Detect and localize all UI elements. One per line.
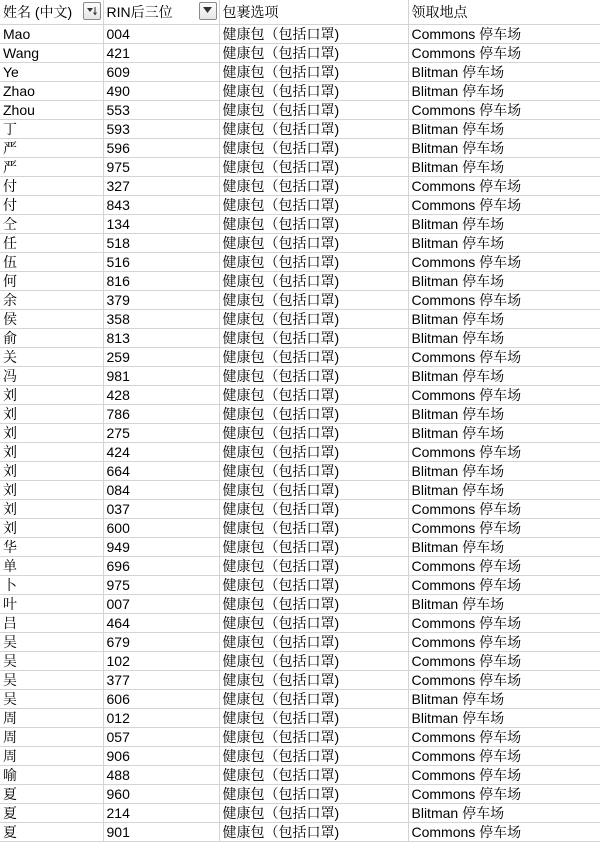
cell-location[interactable]: Commons 停车场 xyxy=(408,576,600,595)
column-header-rin[interactable] xyxy=(103,0,219,25)
cell-location[interactable]: Commons 停车场 xyxy=(408,348,600,367)
cell-name[interactable]: 刘 xyxy=(0,443,103,462)
cell-location[interactable]: Blitman 停车场 xyxy=(408,709,600,728)
table-row xyxy=(0,709,600,728)
table-row xyxy=(0,82,600,101)
cell-rin[interactable]: 593 xyxy=(103,120,219,139)
sort-filter-icon[interactable] xyxy=(83,2,101,20)
cell-location[interactable]: Blitman 停车场 xyxy=(408,120,600,139)
cell-name[interactable]: 付 xyxy=(0,196,103,215)
table-row xyxy=(0,196,600,215)
cell-name[interactable]: 仝 xyxy=(0,215,103,234)
column-header-rin-label: RIN后三位 xyxy=(106,4,173,20)
cell-location[interactable]: Commons 停车场 xyxy=(408,652,600,671)
cell-rin[interactable]: 102 xyxy=(103,652,219,671)
cell-name[interactable]: 余 xyxy=(0,291,103,310)
table-row xyxy=(0,557,600,576)
cell-rin[interactable]: 424 xyxy=(103,443,219,462)
cell-name[interactable]: 冯 xyxy=(0,367,103,386)
cell-name[interactable]: 卜 xyxy=(0,576,103,595)
cell-name[interactable]: Zhao xyxy=(0,82,103,101)
cell-rin[interactable]: 816 xyxy=(103,272,219,291)
cell-package[interactable]: 健康包（包括口罩) xyxy=(219,747,408,766)
cell-name[interactable]: Wang xyxy=(0,44,103,63)
cell-package[interactable]: 健康包（包括口罩) xyxy=(219,215,408,234)
table-row xyxy=(0,348,600,367)
cell-package[interactable]: 健康包（包括口罩) xyxy=(219,291,408,310)
table-row xyxy=(0,443,600,462)
table-row xyxy=(0,424,600,443)
cell-package[interactable]: 健康包（包括口罩) xyxy=(219,101,408,120)
cell-rin[interactable]: 906 xyxy=(103,747,219,766)
cell-location[interactable]: Blitman 停车场 xyxy=(408,424,600,443)
cell-package[interactable]: 健康包（包括口罩) xyxy=(219,158,408,177)
cell-package[interactable]: 健康包（包括口罩) xyxy=(219,823,408,842)
cell-rin[interactable]: 490 xyxy=(103,82,219,101)
table-body xyxy=(0,25,600,842)
cell-rin[interactable]: 981 xyxy=(103,367,219,386)
cell-rin[interactable]: 084 xyxy=(103,481,219,500)
table-row xyxy=(0,690,600,709)
cell-location[interactable]: Commons 停车场 xyxy=(408,747,600,766)
filter-dropdown-icon[interactable] xyxy=(199,2,217,20)
cell-name[interactable]: 关 xyxy=(0,348,103,367)
cell-package[interactable]: 健康包（包括口罩) xyxy=(219,633,408,652)
cell-package[interactable]: 健康包（包括口罩) xyxy=(219,728,408,747)
table-row xyxy=(0,291,600,310)
cell-package[interactable]: 健康包（包括口罩) xyxy=(219,500,408,519)
cell-name[interactable]: 丁 xyxy=(0,120,103,139)
cell-package[interactable]: 健康包（包括口罩) xyxy=(219,82,408,101)
cell-rin[interactable]: 488 xyxy=(103,766,219,785)
cell-rin[interactable]: 518 xyxy=(103,234,219,253)
cell-package[interactable]: 健康包（包括口罩) xyxy=(219,690,408,709)
cell-name[interactable]: 伍 xyxy=(0,253,103,272)
cell-location[interactable]: Blitman 停车场 xyxy=(408,367,600,386)
cell-location[interactable]: Blitman 停车场 xyxy=(408,405,600,424)
cell-name[interactable]: 侯 xyxy=(0,310,103,329)
cell-rin[interactable]: 975 xyxy=(103,576,219,595)
table-row xyxy=(0,614,600,633)
table-row xyxy=(0,633,600,652)
cell-location[interactable]: Commons 停车场 xyxy=(408,500,600,519)
cell-location[interactable]: Blitman 停车场 xyxy=(408,215,600,234)
cell-rin[interactable]: 664 xyxy=(103,462,219,481)
cell-name[interactable]: Zhou xyxy=(0,101,103,120)
cell-rin[interactable]: 975 xyxy=(103,158,219,177)
cell-name[interactable]: 刘 xyxy=(0,481,103,500)
cell-rin[interactable]: 007 xyxy=(103,595,219,614)
column-header-package-label: 包裹选项 xyxy=(222,4,279,20)
cell-location[interactable]: Commons 停车场 xyxy=(408,386,600,405)
cell-name[interactable]: 叶 xyxy=(0,595,103,614)
cell-package[interactable]: 健康包（包括口罩) xyxy=(219,196,408,215)
cell-location[interactable]: Blitman 停车场 xyxy=(408,158,600,177)
cell-name[interactable]: 吴 xyxy=(0,652,103,671)
cell-package[interactable]: 健康包（包括口罩) xyxy=(219,139,408,158)
cell-name[interactable]: 吴 xyxy=(0,633,103,652)
cell-package[interactable]: 健康包（包括口罩) xyxy=(219,709,408,728)
column-header-package[interactable] xyxy=(219,0,408,25)
cell-location[interactable]: Blitman 停车场 xyxy=(408,82,600,101)
cell-rin[interactable]: 786 xyxy=(103,405,219,424)
cell-name[interactable]: 严 xyxy=(0,158,103,177)
cell-package[interactable]: 健康包（包括口罩) xyxy=(219,386,408,405)
table-row xyxy=(0,785,600,804)
cell-package[interactable]: 健康包（包括口罩) xyxy=(219,443,408,462)
table-row xyxy=(0,500,600,519)
cell-location[interactable]: Commons 停车场 xyxy=(408,766,600,785)
table-row xyxy=(0,652,600,671)
table-row xyxy=(0,367,600,386)
cell-name[interactable]: 刘 xyxy=(0,405,103,424)
cell-package[interactable]: 健康包（包括口罩) xyxy=(219,405,408,424)
cell-rin[interactable]: 428 xyxy=(103,386,219,405)
cell-location[interactable]: Blitman 停车场 xyxy=(408,481,600,500)
cell-package[interactable]: 健康包（包括口罩) xyxy=(219,462,408,481)
cell-name[interactable]: 刘 xyxy=(0,424,103,443)
cell-location[interactable]: Commons 停车场 xyxy=(408,253,600,272)
cell-location[interactable]: Blitman 停车场 xyxy=(408,462,600,481)
cell-location[interactable]: Blitman 停车场 xyxy=(408,595,600,614)
table-row xyxy=(0,804,600,823)
cell-location[interactable]: Commons 停车场 xyxy=(408,823,600,842)
cell-location[interactable]: Commons 停车场 xyxy=(408,291,600,310)
cell-name[interactable]: 喻 xyxy=(0,766,103,785)
cell-name[interactable]: 付 xyxy=(0,177,103,196)
cell-package[interactable]: 健康包（包括口罩) xyxy=(219,614,408,633)
table-row xyxy=(0,139,600,158)
cell-name[interactable]: 刘 xyxy=(0,519,103,538)
table-row xyxy=(0,671,600,690)
cell-package[interactable]: 健康包（包括口罩) xyxy=(219,557,408,576)
cell-rin[interactable]: 214 xyxy=(103,804,219,823)
cell-package[interactable]: 健康包（包括口罩) xyxy=(219,538,408,557)
cell-name[interactable]: 严 xyxy=(0,139,103,158)
cell-location[interactable]: Commons 停车场 xyxy=(408,557,600,576)
table-row xyxy=(0,462,600,481)
cell-location[interactable]: Commons 停车场 xyxy=(408,785,600,804)
table-row xyxy=(0,25,600,44)
cell-name[interactable]: 吴 xyxy=(0,690,103,709)
cell-rin[interactable]: 609 xyxy=(103,63,219,82)
table-row xyxy=(0,253,600,272)
table-row xyxy=(0,538,600,557)
cell-package[interactable]: 健康包（包括口罩) xyxy=(219,44,408,63)
cell-name[interactable]: 夏 xyxy=(0,823,103,842)
cell-rin[interactable]: 596 xyxy=(103,139,219,158)
cell-rin[interactable]: 358 xyxy=(103,310,219,329)
table-row xyxy=(0,595,600,614)
cell-rin[interactable]: 960 xyxy=(103,785,219,804)
cell-location[interactable]: Commons 停车场 xyxy=(408,728,600,747)
cell-rin[interactable]: 037 xyxy=(103,500,219,519)
cell-location[interactable]: Blitman 停车场 xyxy=(408,139,600,158)
cell-package[interactable]: 健康包（包括口罩) xyxy=(219,766,408,785)
cell-rin[interactable]: 379 xyxy=(103,291,219,310)
table-row xyxy=(0,101,600,120)
table-row xyxy=(0,576,600,595)
table-row xyxy=(0,44,600,63)
cell-rin[interactable]: 012 xyxy=(103,709,219,728)
cell-location[interactable]: Commons 停车场 xyxy=(408,196,600,215)
table-row xyxy=(0,272,600,291)
column-header-name-label: 姓名 (中文) xyxy=(3,4,73,20)
cell-location[interactable]: Blitman 停车场 xyxy=(408,234,600,253)
cell-location[interactable]: Commons 停车场 xyxy=(408,614,600,633)
cell-rin[interactable]: 553 xyxy=(103,101,219,120)
cell-rin[interactable]: 275 xyxy=(103,424,219,443)
cell-name[interactable]: 周 xyxy=(0,709,103,728)
cell-rin[interactable]: 679 xyxy=(103,633,219,652)
table-row xyxy=(0,481,600,500)
cell-rin[interactable]: 134 xyxy=(103,215,219,234)
cell-rin[interactable]: 464 xyxy=(103,614,219,633)
cell-rin[interactable]: 259 xyxy=(103,348,219,367)
column-header-location-label: 领取地点 xyxy=(411,4,468,20)
cell-name[interactable]: 夏 xyxy=(0,785,103,804)
cell-name[interactable]: 夏 xyxy=(0,804,103,823)
cell-package[interactable]: 健康包（包括口罩) xyxy=(219,652,408,671)
cell-location[interactable]: Blitman 停车场 xyxy=(408,272,600,291)
cell-location[interactable]: Blitman 停车场 xyxy=(408,804,600,823)
cell-location[interactable]: Blitman 停车场 xyxy=(408,310,600,329)
cell-location[interactable]: Commons 停车场 xyxy=(408,633,600,652)
cell-name[interactable]: 周 xyxy=(0,747,103,766)
cell-package[interactable]: 健康包（包括口罩) xyxy=(219,367,408,386)
cell-rin[interactable]: 901 xyxy=(103,823,219,842)
cell-name[interactable]: 俞 xyxy=(0,329,103,348)
cell-name[interactable]: 吴 xyxy=(0,671,103,690)
cell-package[interactable]: 健康包（包括口罩) xyxy=(219,25,408,44)
cell-location[interactable]: Blitman 停车场 xyxy=(408,690,600,709)
cell-package[interactable]: 健康包（包括口罩) xyxy=(219,671,408,690)
cell-package[interactable]: 健康包（包括口罩) xyxy=(219,481,408,500)
cell-name[interactable]: Ye xyxy=(0,63,103,82)
cell-name[interactable]: 刘 xyxy=(0,500,103,519)
cell-package[interactable]: 健康包（包括口罩) xyxy=(219,329,408,348)
cell-rin[interactable]: 696 xyxy=(103,557,219,576)
cell-name[interactable]: 刘 xyxy=(0,386,103,405)
cell-rin[interactable]: 606 xyxy=(103,690,219,709)
cell-package[interactable]: 健康包（包括口罩) xyxy=(219,785,408,804)
cell-package[interactable]: 健康包（包括口罩) xyxy=(219,177,408,196)
cell-location[interactable]: Commons 停车场 xyxy=(408,177,600,196)
cell-name[interactable]: 刘 xyxy=(0,462,103,481)
cell-location[interactable]: Commons 停车场 xyxy=(408,44,600,63)
cell-location[interactable]: Commons 停车场 xyxy=(408,443,600,462)
cell-rin[interactable]: 004 xyxy=(103,25,219,44)
cell-package[interactable]: 健康包（包括口罩) xyxy=(219,234,408,253)
cell-package[interactable]: 健康包（包括口罩) xyxy=(219,253,408,272)
table-row xyxy=(0,310,600,329)
cell-package[interactable]: 健康包（包括口罩) xyxy=(219,424,408,443)
cell-package[interactable]: 健康包（包括口罩) xyxy=(219,120,408,139)
column-header-name[interactable] xyxy=(0,0,103,25)
table-row xyxy=(0,215,600,234)
cell-package[interactable]: 健康包（包括口罩) xyxy=(219,310,408,329)
table-row xyxy=(0,728,600,747)
cell-package[interactable]: 健康包（包括口罩) xyxy=(219,576,408,595)
cell-rin[interactable]: 327 xyxy=(103,177,219,196)
table-row xyxy=(0,120,600,139)
cell-name[interactable]: 单 xyxy=(0,557,103,576)
cell-rin[interactable]: 516 xyxy=(103,253,219,272)
cell-rin[interactable]: 377 xyxy=(103,671,219,690)
cell-rin[interactable]: 600 xyxy=(103,519,219,538)
cell-name[interactable]: 任 xyxy=(0,234,103,253)
table-row xyxy=(0,63,600,82)
cell-name[interactable]: Mao xyxy=(0,25,103,44)
cell-rin[interactable]: 813 xyxy=(103,329,219,348)
cell-name[interactable]: 何 xyxy=(0,272,103,291)
cell-name[interactable]: 吕 xyxy=(0,614,103,633)
table-row xyxy=(0,329,600,348)
cell-location[interactable]: Commons 停车场 xyxy=(408,101,600,120)
cell-location[interactable]: Commons 停车场 xyxy=(408,25,600,44)
header-row xyxy=(0,0,600,25)
cell-package[interactable]: 健康包（包括口罩) xyxy=(219,595,408,614)
table-row xyxy=(0,405,600,424)
cell-rin[interactable]: 057 xyxy=(103,728,219,747)
column-header-location[interactable] xyxy=(408,0,600,25)
cell-name[interactable]: 周 xyxy=(0,728,103,747)
cell-name[interactable]: 华 xyxy=(0,538,103,557)
cell-package[interactable]: 健康包（包括口罩) xyxy=(219,63,408,82)
cell-package[interactable]: 健康包（包括口罩) xyxy=(219,272,408,291)
cell-rin[interactable]: 843 xyxy=(103,196,219,215)
cell-location[interactable]: Commons 停车场 xyxy=(408,519,600,538)
table-row xyxy=(0,519,600,538)
cell-location[interactable]: Blitman 停车场 xyxy=(408,538,600,557)
cell-location[interactable]: Blitman 停车场 xyxy=(408,329,600,348)
cell-package[interactable]: 健康包（包括口罩) xyxy=(219,804,408,823)
table-row xyxy=(0,747,600,766)
table-row xyxy=(0,177,600,196)
table-row xyxy=(0,158,600,177)
cell-rin[interactable]: 949 xyxy=(103,538,219,557)
cell-rin[interactable]: 421 xyxy=(103,44,219,63)
cell-location[interactable]: Blitman 停车场 xyxy=(408,63,600,82)
cell-package[interactable]: 健康包（包括口罩) xyxy=(219,519,408,538)
cell-location[interactable]: Commons 停车场 xyxy=(408,671,600,690)
cell-package[interactable]: 健康包（包括口罩) xyxy=(219,348,408,367)
table-row xyxy=(0,234,600,253)
table-row xyxy=(0,386,600,405)
table-row xyxy=(0,766,600,785)
